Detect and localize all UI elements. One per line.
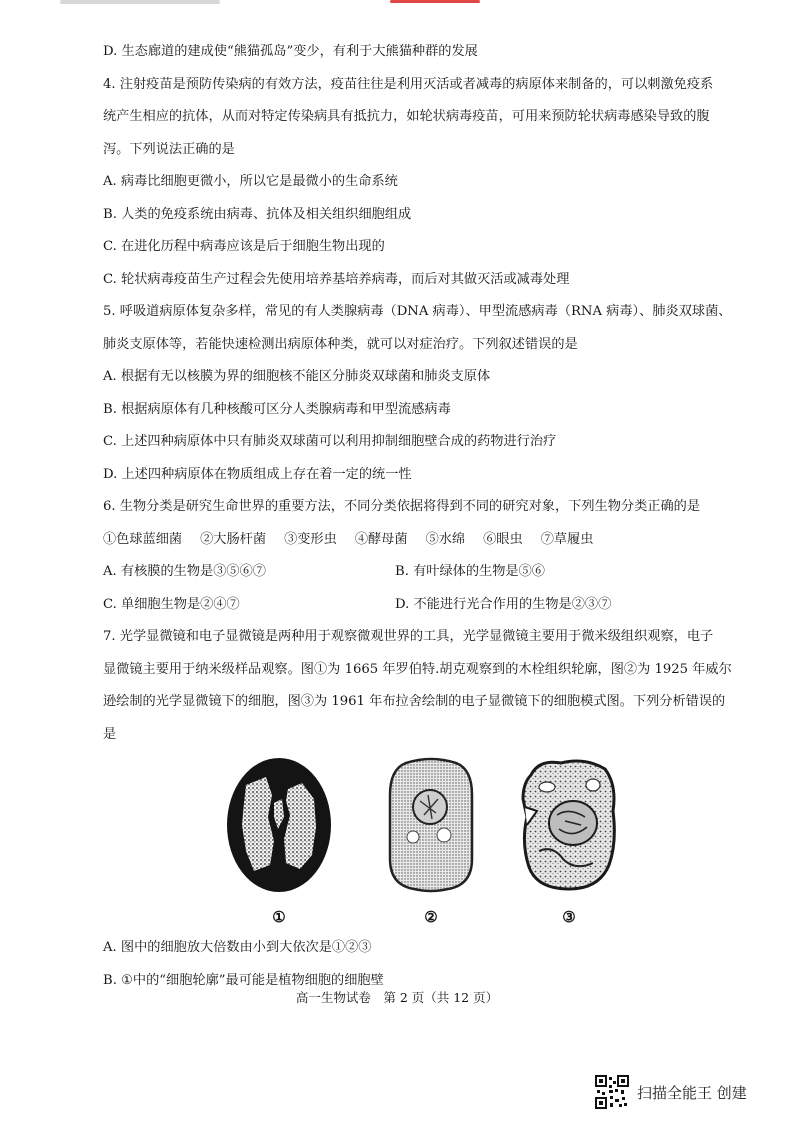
- figure-label-1: ①: [272, 908, 286, 926]
- organism-item: ④酵母菌: [354, 531, 408, 547]
- q6-stem: 6. 生物分类是研究生命世界的重要方法，不同分类依据将得到不同的研究对象，下列生物分类正确的是: [103, 499, 701, 514]
- q5-option-a: A. 根据有无以核膜为界的细胞核不能区分肺炎双球菌和肺炎支原体: [103, 369, 491, 384]
- organism-item: ⑤水绵: [425, 531, 466, 547]
- q7-stem-line4: 是: [103, 726, 117, 742]
- q6-option-d: D. 不能进行光合作用的生物是②③⑦: [395, 596, 612, 612]
- organism-item: ③变形虫: [284, 531, 337, 547]
- q6-options-row1: [103, 556, 743, 589]
- q6-option-b: B. 有叶绿体的生物是⑤⑥: [395, 564, 545, 579]
- scanner-watermark: [595, 1075, 747, 1109]
- exam-page-content: [103, 36, 743, 997]
- q7-option-a: A. 图中的细胞放大倍数由小到大依次是①②③: [103, 940, 372, 955]
- q4-stem-line1: 4. 注射疫苗是预防传染病的有效方法，疫苗往往是利用灭活或者减毒的病原体来制备的，可以刺激免疫系: [103, 76, 714, 92]
- organism-item: ①色球蓝细菌: [103, 531, 183, 547]
- q7-stem-line2: 显微镜主要用于纳米级样品观察。图①为 1665 年罗伯特.胡克观察到的木栓组织轮廓，图②为 1925 年威尔: [103, 661, 732, 677]
- q5-option-c: C. 上述四种病原体中只有肺炎双球菌可以利用抑制细胞壁合成的药物进行治疗: [103, 434, 557, 449]
- organism-item: ⑥眼虫: [483, 531, 523, 547]
- q5-stem-line1: 5. 呼吸道病原体复杂多样，常见的有人类腺病毒（DNA 病毒）、甲型流感病毒（RNA 病毒）、肺炎双球菌、: [103, 304, 732, 319]
- cork-tissue-figure: [224, 755, 334, 895]
- q6-option-a: A. 有核膜的生物是③⑤⑥⑦: [103, 564, 266, 579]
- organism-item: ⑦草履虫: [540, 531, 594, 547]
- q7-stem-line3: 逊绘制的光学显微镜下的细胞，图③为 1961 年布拉舍绘制的电子显微镜下的细胞模式图。下列分析错误的: [103, 694, 726, 709]
- q7-option-b: B. ①中的“细胞轮廓”最可能是植物细胞的细胞壁: [103, 972, 384, 988]
- light-microscope-cell-figure: [386, 755, 476, 895]
- q4-option-b: B. 人类的免疫系统由病毒、抗体及相关组织细胞组成: [103, 206, 412, 222]
- electron-microscope-cell-figure: [519, 755, 619, 895]
- organism-item: ②大肠杆菌: [200, 531, 267, 547]
- page-footer: 高一生物试卷 第 2 页（共 12 页）: [295, 990, 499, 1005]
- q4-stem-line2: 统产生相应的抗体，从而对特定传染病具有抵抗力，如轮状病毒疫苗，可用来预防轮状病毒感染导致的腹: [103, 109, 710, 124]
- q6-option-c: C. 单细胞生物是②④⑦: [103, 596, 240, 612]
- q3-option-d: D. 生态廊道的建成使“熊猫孤岛”变少，有利于大熊猫种群的发展: [103, 44, 478, 59]
- q4-option-a: A. 病毒比细胞更微小，所以它是最微小的生命系统: [103, 174, 398, 189]
- q4-stem-line3: 泻。下列说法正确的是: [103, 141, 235, 157]
- figure-label-2: ②: [424, 908, 438, 926]
- figure-label-3: ③: [562, 908, 576, 926]
- q4-option-d: C. 轮状病毒疫苗生产过程会先使用培养基培养病毒，而后对其做灭活或减毒处理: [103, 271, 570, 287]
- q7-figures: [103, 755, 743, 930]
- qr-code-icon: [595, 1075, 629, 1109]
- scan-edge-marks: [60, 0, 740, 6]
- q5-option-d: D. 上述四种病原体在物质组成上存在着一定的统一性: [103, 466, 412, 482]
- q6-options-row2: [103, 589, 743, 622]
- q5-option-b: B. 根据病原体有几种核酸可区分人类腺病毒和甲型流感病毒: [103, 401, 451, 417]
- q4-option-c: C. 在进化历程中病毒应该是后于细胞生物出现的: [103, 239, 385, 254]
- q7-stem-line1: 7. 光学显微镜和电子显微镜是两种用于观察微观世界的工具，光学显微镜主要用于微米级组织观察，电子: [103, 629, 714, 644]
- q5-stem-line2: 肺炎支原体等，若能快速检测出病原体种类，就可以对症治疗。下列叙述错误的是: [103, 336, 578, 352]
- q6-organism-list: [103, 524, 743, 557]
- scanner-watermark-text: 扫描全能王 创建: [637, 1083, 747, 1102]
